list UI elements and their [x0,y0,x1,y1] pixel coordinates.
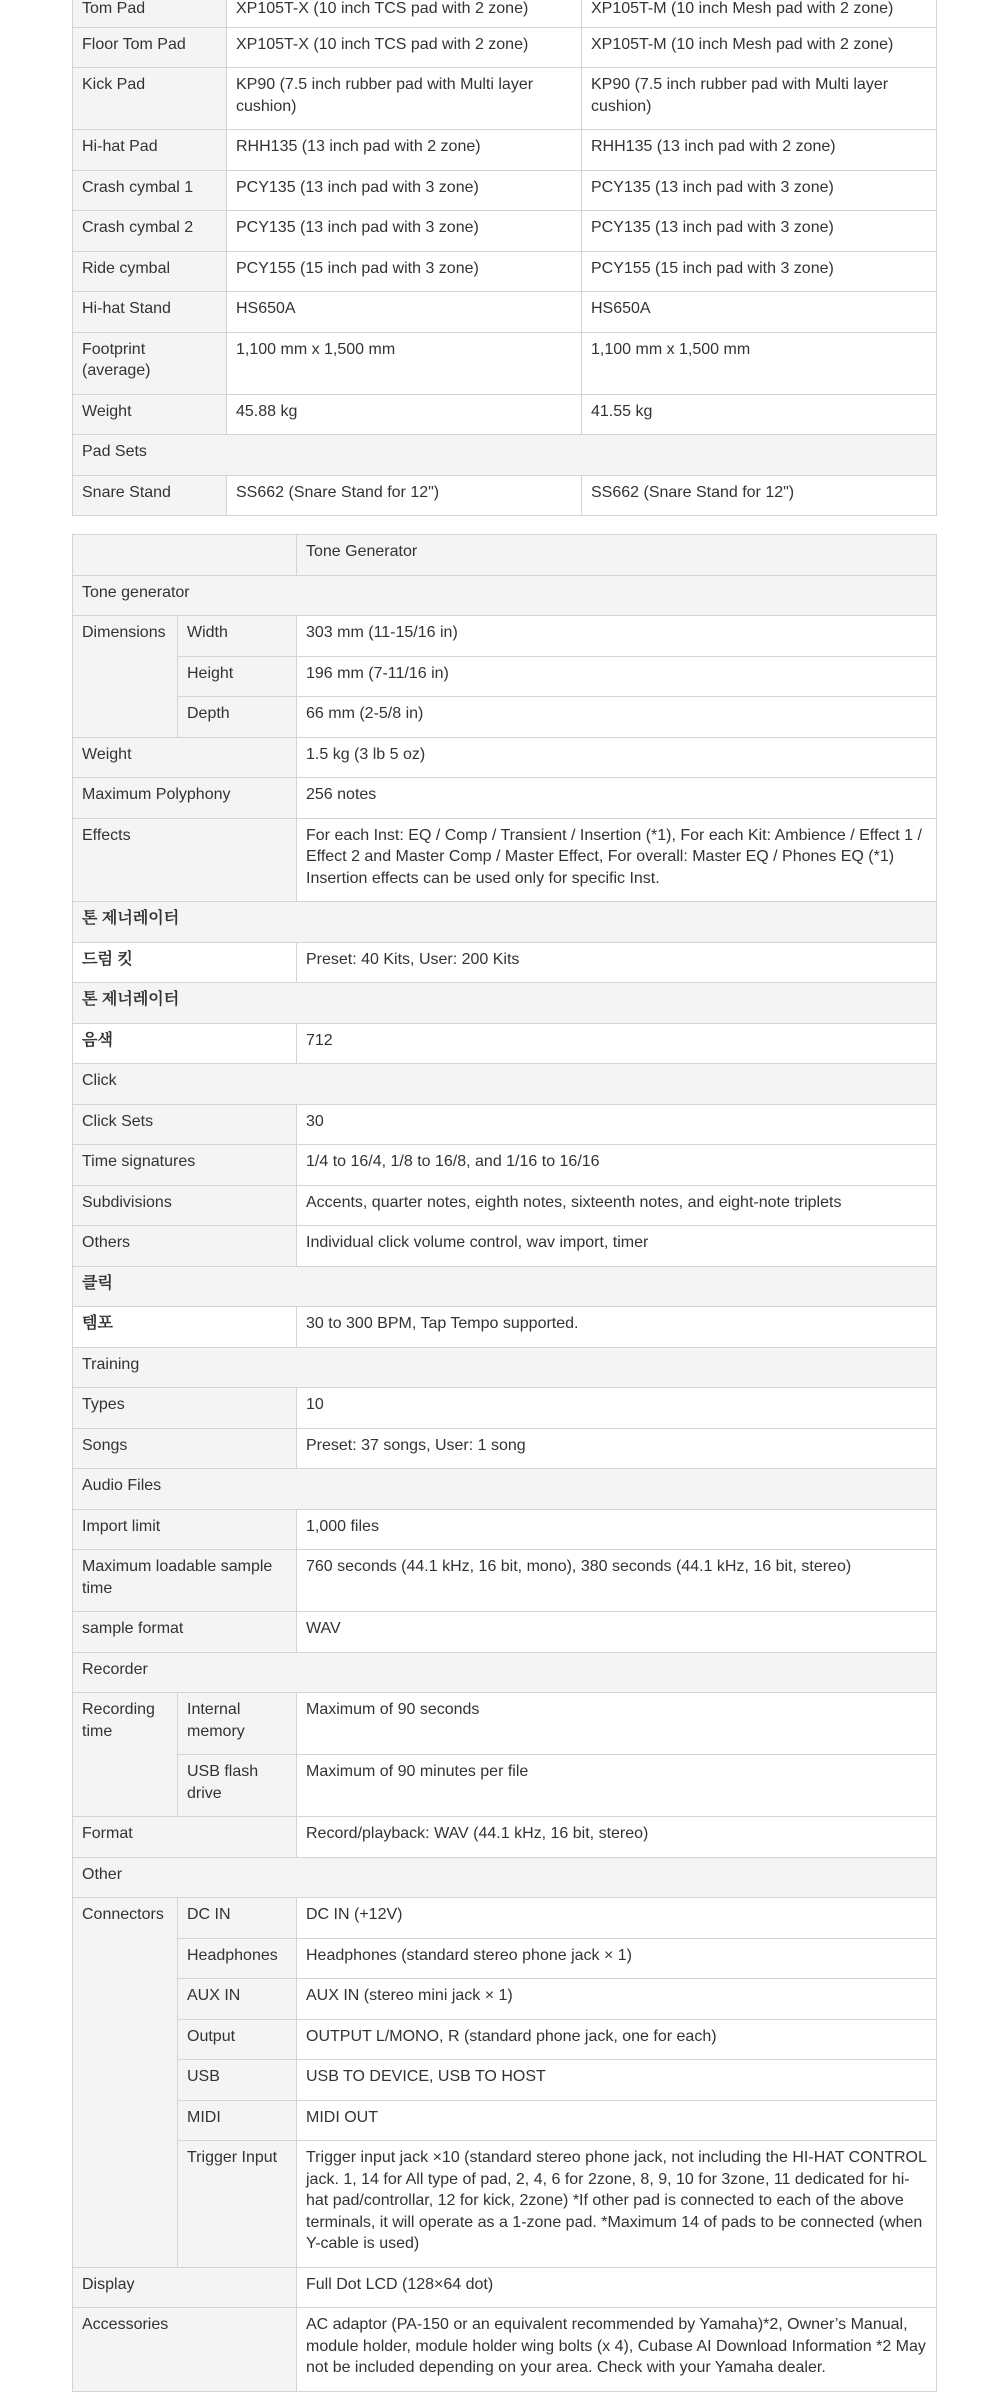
table-row [73,1817,937,1858]
table-row [73,2100,937,2141]
section-row [73,902,937,943]
table-row [73,130,937,171]
sample-format-label: sample format [73,1612,297,1653]
section-heading: Pad Sets [73,435,937,476]
types-label: Types [73,1388,297,1429]
click-sets-value: 30 [297,1104,937,1145]
spec-value: PCY155 (15 inch pad with 3 zone) [582,251,937,292]
spec-value: PCY135 (13 inch pad with 3 zone) [582,170,937,211]
spec-value: PCY135 (13 inch pad with 3 zone) [227,170,582,211]
time-signatures-label: Time signatures [73,1145,297,1186]
songs-value: Preset: 37 songs, User: 1 song [297,1428,937,1469]
max-sample-time-label: Maximum loadable sample time [73,1550,297,1612]
section-heading: 톤 제너레이터 [73,983,937,1024]
table-row [73,1550,937,1612]
table-row [73,1509,937,1550]
section-row [73,575,937,616]
spec-label: Hi-hat Pad [73,130,227,171]
accessories-value: AC adaptor (PA-150 or an equivalent recommended by Yamaha)*2, Owner’s Manual, module holder, module holder wing bolts (x 4), Cubase AI Download Information *2 May not be included depending on your area. Check with your Yamaha dealer. [297,2308,937,2392]
table-row [73,1428,937,1469]
table-row [73,1612,937,1653]
spec-label: Ride cymbal [73,251,227,292]
table-row [73,942,937,983]
connector-label: AUX IN [178,1979,297,2020]
connector-value: Headphones (standard stereo phone jack × 1) [297,1938,937,1979]
click-sets-label: Click Sets [73,1104,297,1145]
connector-label: DC IN [178,1898,297,1939]
display-value: Full Dot LCD (128×64 dot) [297,2267,937,2308]
tempo-value: 30 to 300 BPM, Tap Tempo supported. [297,1307,937,1348]
spec-value: HS650A [582,292,937,333]
connector-label: MIDI [178,2100,297,2141]
table-row [73,211,937,252]
connector-label: USB [178,2060,297,2101]
table-row [73,27,937,68]
spec-label: Crash cymbal 2 [73,211,227,252]
subdivisions-value: Accents, quarter notes, eighth notes, sixteenth notes, and eight-note triplets [297,1185,937,1226]
polyphony-label: Maximum Polyphony [73,778,297,819]
spec-value: PCY135 (13 inch pad with 3 zone) [227,211,582,252]
table-row [73,251,937,292]
spec-label: Snare Stand [73,475,227,516]
connectors-label: Connectors [73,1898,178,2268]
table-row [73,697,937,738]
voices-label: 음색 [73,1023,297,1064]
section-row [73,1064,937,1105]
width-label: Width [178,616,297,657]
spec-value: KP90 (7.5 inch rubber pad with Multi layer cushion) [582,68,937,130]
spec-label: Floor Tom Pad [73,27,227,68]
table-row [73,2308,937,2392]
spec-value: XP105T-X (10 inch TCS pad with 2 zone) [227,27,582,68]
table-row [73,818,937,902]
table-row [73,737,937,778]
table-row [73,1693,937,1755]
weight-value: 1.5 kg (3 lb 5 oz) [297,737,937,778]
table-row [73,1104,937,1145]
spec-label: Crash cymbal 1 [73,170,227,211]
spec-value: XP105T-X (10 inch TCS pad with 2 zone) [227,0,582,27]
connector-value: AUX IN (stereo mini jack × 1) [297,1979,937,2020]
dimensions-label: Dimensions [73,616,178,738]
max-sample-time-value: 760 seconds (44.1 kHz, 16 bit, mono), 380 seconds (44.1 kHz, 16 bit, stereo) [297,1550,937,1612]
spec-value: RHH135 (13 inch pad with 2 zone) [227,130,582,171]
height-label: Height [178,656,297,697]
table-row [73,1755,937,1817]
spec-value: 41.55 kg [582,394,937,435]
table-row [73,292,937,333]
column-header: Tone Generator [297,535,937,576]
section-row [73,435,937,476]
display-label: Display [73,2267,297,2308]
table-row [73,1388,937,1429]
spec-value: XP105T-M (10 inch Mesh pad with 2 zone) [582,27,937,68]
spec-label: Weight [73,394,227,435]
others-label: Others [73,1226,297,1267]
table-row [73,68,937,130]
connector-value: DC IN (+12V) [297,1898,937,1939]
internal-memory-label: Internal memory [178,1693,297,1755]
table-row [73,1307,937,1348]
table-row [73,2141,937,2268]
table-row [73,778,937,819]
table-row [73,170,937,211]
connector-value: MIDI OUT [297,2100,937,2141]
recording-time-label: Recording time [73,1693,178,1817]
section-row [73,983,937,1024]
voices-value: 712 [297,1023,937,1064]
table-row [73,656,937,697]
section-heading: Training [73,1347,937,1388]
section-row [73,1266,937,1307]
section-row [73,1857,937,1898]
usb-flash-drive-label: USB flash drive [178,1755,297,1817]
section-row [73,1347,937,1388]
spec-value: 45.88 kg [227,394,582,435]
format-label: Format [73,1817,297,1858]
section-row [73,1469,937,1510]
header-blank-cell [73,535,297,576]
spec-label: Footprint (average) [73,332,227,394]
header-row [73,535,937,576]
accessories-label: Accessories [73,2308,297,2392]
section-heading: Audio Files [73,1469,937,1510]
subdivisions-label: Subdivisions [73,1185,297,1226]
spec-value: XP105T-M (10 inch Mesh pad with 2 zone) [582,0,937,27]
spec-value: 1,100 mm x 1,500 mm [227,332,582,394]
section-heading: Other [73,1857,937,1898]
format-value: Record/playback: WAV (44.1 kHz, 16 bit, stereo) [297,1817,937,1858]
connector-label: Headphones [178,1938,297,1979]
table-row [73,0,937,27]
table-row [73,1145,937,1186]
depth-value: 66 mm (2-5/8 in) [297,697,937,738]
drum-kit-label: 드럼 킷 [73,942,297,983]
spec-label: Kick Pad [73,68,227,130]
spec-label: Hi-hat Stand [73,292,227,333]
section-heading: Tone generator [73,575,937,616]
table-row [73,332,937,394]
connector-value: OUTPUT L/MONO, R (standard phone jack, one for each) [297,2019,937,2060]
spec-value: 1,100 mm x 1,500 mm [582,332,937,394]
table-row [73,1226,937,1267]
section-heading: 톤 제너레이터 [73,902,937,943]
section-row [73,1652,937,1693]
polyphony-value: 256 notes [297,778,937,819]
height-value: 196 mm (7-11/16 in) [297,656,937,697]
songs-label: Songs [73,1428,297,1469]
spec-value: HS650A [227,292,582,333]
width-value: 303 mm (11-15/16 in) [297,616,937,657]
table-row [73,475,937,516]
depth-label: Depth [178,697,297,738]
spec-value: PCY135 (13 inch pad with 3 zone) [582,211,937,252]
table-row [73,1938,937,1979]
table-row [73,2060,937,2101]
table-row [73,1023,937,1064]
import-limit-label: Import limit [73,1509,297,1550]
connector-label: Trigger Input [178,2141,297,2268]
drum-kit-spec-table [72,0,937,516]
spec-value: SS662 (Snare Stand for 12") [582,475,937,516]
weight-label: Weight [73,737,297,778]
connector-label: Output [178,2019,297,2060]
section-heading: 클릭 [73,1266,937,1307]
table-row [73,2267,937,2308]
import-limit-value: 1,000 files [297,1509,937,1550]
connector-value: Trigger input jack ×10 (standard stereo phone jack, not including the HI-HAT CONTROL jack. 1, 14 for All type of pad, 2, 4, 6 for 2zone, 8, 9, 10 for 3zone, 11 dedicated for hi-hat pad/controllar, 12 for kick, 2zone) *If other pad is connected to each of the above terminals, it will operate as a 1-zone pad. *Maximum 14 of pads to be connected (when Y-cable is used) [297,2141,937,2268]
usb-flash-drive-value: Maximum of 90 minutes per file [297,1755,937,1817]
table-row [73,394,937,435]
table-row [73,616,937,657]
effects-label: Effects [73,818,297,902]
effects-value: For each Inst: EQ / Comp / Transient / Insertion (*1), For each Kit: Ambience / Effect 1 / Effect 2 and Master Comp / Master Effect, For overall: Master EQ / Phones EQ (*1) Insertion effects can be used only for specific Inst. [297,818,937,902]
sample-format-value: WAV [297,1612,937,1653]
table-row [73,1979,937,2020]
spec-value: RHH135 (13 inch pad with 2 zone) [582,130,937,171]
table-row [73,2019,937,2060]
connector-value: USB TO DEVICE, USB TO HOST [297,2060,937,2101]
time-signatures-value: 1/4 to 16/4, 1/8 to 16/8, and 1/16 to 16/16 [297,1145,937,1186]
section-heading: Click [73,1064,937,1105]
spec-value: SS662 (Snare Stand for 12") [227,475,582,516]
types-value: 10 [297,1388,937,1429]
spec-label: Tom Pad [73,0,227,27]
table-row [73,1898,937,1939]
spec-value: PCY155 (15 inch pad with 3 zone) [227,251,582,292]
spec-value: KP90 (7.5 inch rubber pad with Multi layer cushion) [227,68,582,130]
others-value: Individual click volume control, wav import, timer [297,1226,937,1267]
internal-memory-value: Maximum of 90 seconds [297,1693,937,1755]
tone-generator-spec-table [72,534,937,2392]
drum-kit-value: Preset: 40 Kits, User: 200 Kits [297,942,937,983]
section-heading: Recorder [73,1652,937,1693]
table-row [73,1185,937,1226]
tempo-label: 템포 [73,1307,297,1348]
